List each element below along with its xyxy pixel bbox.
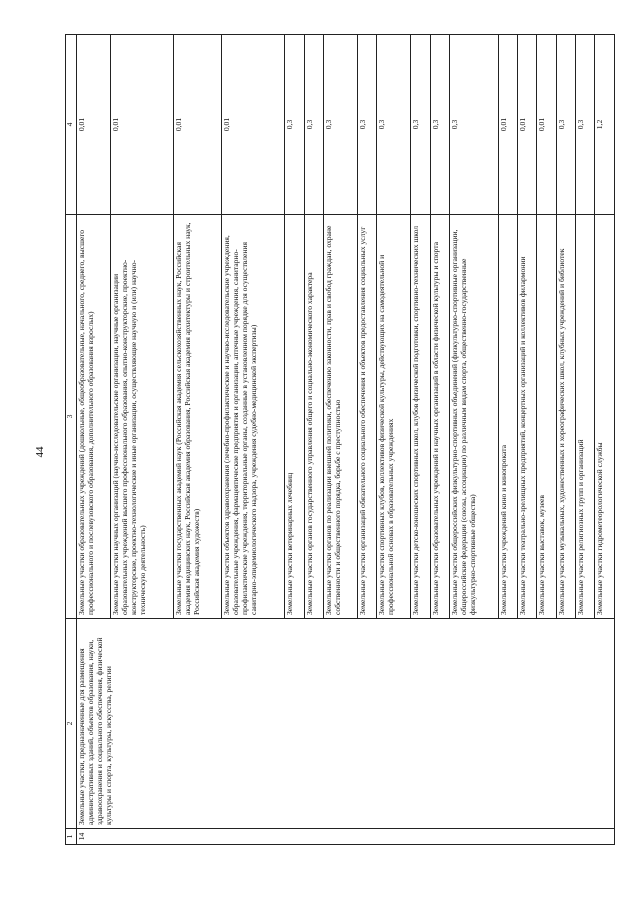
coefficient-value: 0,01 (537, 35, 556, 215)
land-category-text: Земельные участки религиозных групп и организаций (576, 215, 595, 619)
page-number: 44 (34, 446, 46, 458)
coefficient-value: 1,2 (595, 35, 615, 215)
coefficient-value: 0,01 (498, 35, 517, 215)
coefficient-value: 0,3 (556, 35, 575, 215)
column-header: 4 (66, 35, 77, 215)
land-category-text: Земельные участки государственных академий наук (Российская академия сельскохозяйственных наук, Российская академия медицинских наук, Российская академия образования, Российская академия архитектуры и строительных наук, Российская академия художеств) (173, 215, 221, 619)
land-category-text: Земельные участки гидрометеорологической службы (595, 215, 615, 619)
row-number: 14 (77, 829, 615, 845)
coefficient-value: 0,3 (324, 35, 358, 215)
land-category-text: Земельные участки детско-юношеских спортивных школ, клубов физической подготовки, спортивно-технических школ (411, 215, 430, 619)
group-label: Земельные участки, предназначенные для размещения административных зданий, объектов образования, науки, здравоохранения и социального обеспечения, физической культуры и спорта, культуры, искусства, религии (77, 619, 615, 829)
header-row (66, 35, 77, 845)
land-category-text: Земельные участки образовательных учреждений (дошкольные, общеобразовательные, начального, среднего, высшего профессионального и послевузовского образования, дополнительного образования взрослых) (77, 215, 111, 619)
coefficient-value: 0,3 (576, 35, 595, 215)
coefficient-value: 0,3 (358, 35, 377, 215)
table-body (77, 35, 615, 845)
coefficient-value: 0,3 (377, 35, 411, 215)
column-header: 2 (66, 619, 77, 829)
coefficient-value: 0,3 (285, 35, 304, 215)
land-category-text: Земельные участки учреждений кино и кинопроката (498, 215, 517, 619)
coefficient-value: 0,01 (222, 35, 285, 215)
land-category-text: Земельные участки образовательных учреждений и научных организаций в области физической культуры и спорта (430, 215, 449, 619)
land-category-text: Земельные участки ветеринарных лечебниц (285, 215, 304, 619)
coefficient-value: 0,01 (77, 35, 111, 215)
column-header: 1 (66, 829, 77, 845)
coefficient-value: 0,01 (517, 35, 536, 215)
land-category-text: Земельные участки организаций обязательного социального обеспечения и объектов предоставления социальных услуг (358, 215, 377, 619)
column-header: 3 (66, 215, 77, 619)
land-category-text: Земельные участки органов по реализации внешней политики, обеспечению законности, прав и свобод граждан, охране собственности и общественного порядка, борьбе с преступностью (324, 215, 358, 619)
land-category-text: Земельные участки театрально-зрелищных предприятий, концертных организаций и коллективов филармонии (517, 215, 536, 619)
rotated-page-content (65, 35, 615, 845)
land-category-text: Земельные участки музыкальных, художественных и хореографических школ, клубных учреждений и библиотек (556, 215, 575, 619)
coefficient-value: 0,3 (450, 35, 498, 215)
table-row (77, 35, 111, 845)
land-category-text: Земельные участки спортивных клубов, коллективов физической культуры, действующих на самодеятельной и профессиональной основах в образовательных учреждениях (377, 215, 411, 619)
land-category-text: Земельные участки общероссийских физкультурно-спортивных объединений (физкультурно-спортивные организации, общероссийские федерации (союзы, ассоциации) по различным видам спорта, общественно-государственные физкультурно-спортивные общества) (450, 215, 498, 619)
coefficient-value: 0,01 (173, 35, 221, 215)
coefficients-table (65, 34, 615, 845)
coefficient-value: 0,3 (411, 35, 430, 215)
land-category-text: Земельные участки выставок, музеев (537, 215, 556, 619)
land-category-text: Земельные участки объектов здравоохранения (лечебно-профилактические и научно-исследовательские учреждения, образовательные учреждения, фармацевтические предприятия и организации, аптечные учреждения, санитарно-профилактические учреждения, территориальные органы, созданные в установленном порядке для осуществления санитарно-эпидемиологического надзора, учреждения судебно-медицинской экспертизы) (222, 215, 285, 619)
coefficient-value: 0,3 (304, 35, 323, 215)
coefficient-value: 0,3 (430, 35, 449, 215)
land-category-text: Земельные участки научных организаций (научно-исследовательские организации, научные организации образовательных учреждений высшего профессионального образования, опытно-конструкторские, проектно-конструкторские, проектно-технологические и иные организации, осуществляющие научную и (или) научно-техническую деятельность) (110, 215, 173, 619)
coefficient-value: 0,01 (110, 35, 173, 215)
land-category-text: Земельные участки органов государственного управления общего и социально-экономического характера (304, 215, 323, 619)
